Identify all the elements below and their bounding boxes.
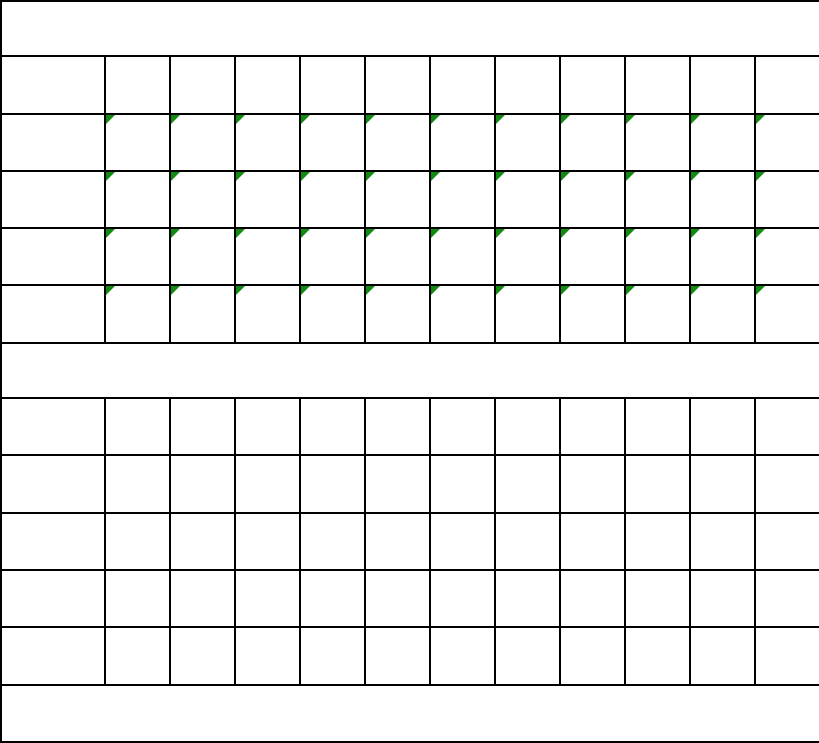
corner-flag-icon [236,172,245,181]
corner-flag-icon [691,172,700,181]
corner-flag-icon [691,286,700,295]
corner-flag-icon [301,229,310,238]
value-cell [755,171,819,228]
value-cell [625,513,690,570]
value-cell [495,114,560,171]
size-header-cell [235,56,300,113]
value-cell [690,570,755,627]
cm-header-row [1,398,819,455]
value-cell [560,114,625,171]
value-cell [300,570,365,627]
value-cell [105,114,170,171]
unit-header-cell [1,56,105,113]
value-cell [105,570,170,627]
inch-header-row [1,56,819,113]
corner-flag-icon [626,229,635,238]
value-cell [365,627,430,684]
value-cell [560,228,625,285]
size-header-cell [170,398,235,455]
value-cell [300,228,365,285]
corner-flag-icon [366,286,375,295]
value-cell [690,455,755,512]
value-cell [625,171,690,228]
table-row [1,455,819,512]
size-header-cell [690,56,755,113]
value-cell [235,513,300,570]
value-cell [235,171,300,228]
value-cell [170,513,235,570]
value-cell [170,114,235,171]
value-cell [560,570,625,627]
value-cell [560,285,625,342]
value-cell [560,513,625,570]
value-cell [495,627,560,684]
size-header-cell [170,56,235,113]
corner-flag-icon [561,229,570,238]
value-cell [300,513,365,570]
size-header-cell [755,56,819,113]
corner-flag-icon [626,286,635,295]
size-header-cell [560,56,625,113]
size-header-cell [105,56,170,113]
corner-flag-icon [171,229,180,238]
value-cell [430,570,495,627]
row-label-cell [1,114,105,171]
value-cell [430,171,495,228]
value-cell [235,455,300,512]
size-header-cell [365,398,430,455]
value-cell [105,455,170,512]
corner-flag-icon [171,286,180,295]
value-cell [105,228,170,285]
table-row [1,627,819,684]
size-header-cell [235,398,300,455]
value-cell [235,285,300,342]
value-cell [690,114,755,171]
size-header-cell [690,398,755,455]
value-cell [690,285,755,342]
value-cell [625,228,690,285]
size-header-cell [300,398,365,455]
table-row [1,228,819,285]
value-cell [625,455,690,512]
value-cell [365,513,430,570]
title-row [1,1,819,56]
size-header-cell [105,398,170,455]
value-cell [365,171,430,228]
value-cell [560,627,625,684]
value-cell [105,513,170,570]
gap-cell [1,343,819,398]
value-cell [625,627,690,684]
corner-flag-icon [301,115,310,124]
corner-flag-icon [171,115,180,124]
value-cell [495,455,560,512]
value-cell [755,114,819,171]
table-row [1,570,819,627]
value-cell [170,627,235,684]
value-cell [495,570,560,627]
value-cell [170,228,235,285]
value-cell [690,171,755,228]
row-label-cell [1,513,105,570]
corner-flag-icon [561,172,570,181]
size-header-cell [625,398,690,455]
corner-flag-icon [626,172,635,181]
value-cell [235,228,300,285]
value-cell [105,285,170,342]
value-cell [170,570,235,627]
value-cell [755,627,819,684]
value-cell [365,228,430,285]
corner-flag-icon [236,229,245,238]
size-header-cell [430,398,495,455]
row-label-cell [1,228,105,285]
value-cell [495,228,560,285]
corner-flag-icon [236,115,245,124]
corner-flag-icon [431,286,440,295]
size-header-cell [495,56,560,113]
corner-flag-icon [691,229,700,238]
value-cell [430,627,495,684]
corner-flag-icon [756,286,765,295]
value-cell [495,285,560,342]
size-header-cell [365,56,430,113]
value-cell [560,171,625,228]
value-cell [170,285,235,342]
corner-flag-icon [301,286,310,295]
value-cell [755,228,819,285]
value-cell [625,114,690,171]
row-label-cell [1,285,105,342]
value-cell [755,285,819,342]
row-label-cell [1,455,105,512]
value-cell [300,171,365,228]
size-header-cell [495,398,560,455]
corner-flag-icon [756,229,765,238]
corner-flag-icon [691,115,700,124]
corner-flag-icon [756,115,765,124]
value-cell [690,228,755,285]
value-cell [365,285,430,342]
corner-flag-icon [496,229,505,238]
value-cell [495,513,560,570]
size-header-cell [300,56,365,113]
corner-flag-icon [106,172,115,181]
value-cell [430,285,495,342]
corner-flag-icon [431,172,440,181]
corner-flag-icon [106,115,115,124]
corner-flag-icon [236,286,245,295]
corner-flag-icon [561,115,570,124]
value-cell [755,570,819,627]
value-cell [235,114,300,171]
value-cell [365,455,430,512]
corner-flag-icon [366,229,375,238]
row-label-cell [1,570,105,627]
footer-row [1,685,819,742]
value-cell [105,171,170,228]
page-title [1,1,819,56]
value-cell [560,455,625,512]
value-cell [430,513,495,570]
size-header-cell [755,398,819,455]
value-cell [170,455,235,512]
table-row [1,285,819,342]
value-cell [430,228,495,285]
value-cell [235,570,300,627]
corner-flag-icon [496,115,505,124]
row-label-cell [1,171,105,228]
row-label-cell [1,627,105,684]
corner-flag-icon [431,115,440,124]
value-cell [625,570,690,627]
table-row [1,114,819,171]
corner-flag-icon [171,172,180,181]
corner-flag-icon [561,286,570,295]
corner-flag-icon [496,172,505,181]
size-header-cell [625,56,690,113]
table-gap-row [1,343,819,398]
value-cell [430,114,495,171]
value-cell [690,627,755,684]
size-header-cell [430,56,495,113]
value-cell [430,455,495,512]
table-row [1,513,819,570]
value-cell [690,513,755,570]
footer-note [1,685,819,742]
table-row [1,171,819,228]
corner-flag-icon [431,229,440,238]
value-cell [755,513,819,570]
corner-flag-icon [496,286,505,295]
value-cell [235,627,300,684]
value-cell [365,114,430,171]
corner-flag-icon [366,172,375,181]
corner-flag-icon [366,115,375,124]
unit-header-cell [1,398,105,455]
corner-flag-icon [301,172,310,181]
corner-flag-icon [106,286,115,295]
value-cell [300,455,365,512]
corner-flag-icon [756,172,765,181]
value-cell [625,285,690,342]
corner-flag-icon [106,229,115,238]
value-cell [495,171,560,228]
size-header-cell [560,398,625,455]
value-cell [105,627,170,684]
value-cell [300,285,365,342]
value-cell [170,171,235,228]
value-cell [300,114,365,171]
value-cell [365,570,430,627]
corner-flag-icon [626,115,635,124]
value-cell [300,627,365,684]
value-cell [755,455,819,512]
